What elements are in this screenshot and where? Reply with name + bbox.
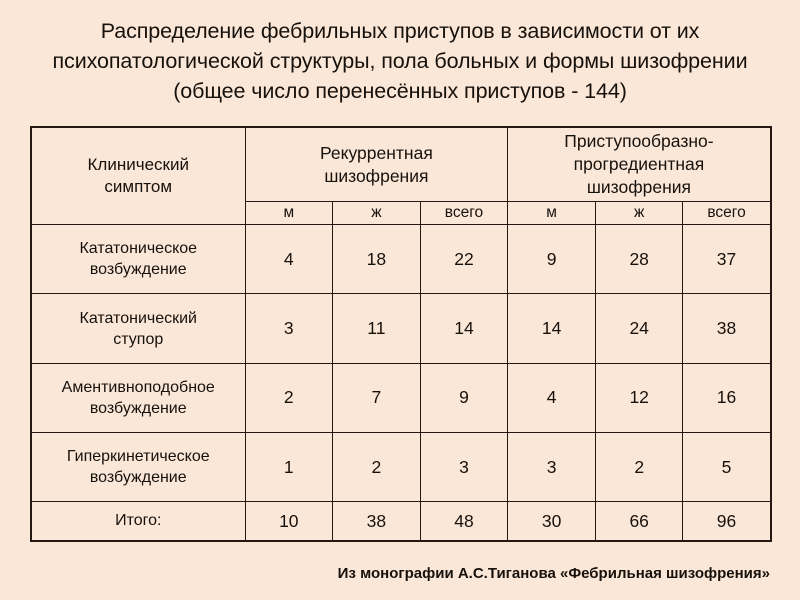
cell-value: 37 — [683, 225, 771, 294]
page-title — [30, 16, 770, 106]
subcolumn-header-paroxysmal-female: ж — [595, 202, 683, 225]
column-group-paroxysmal-line1: Приступообразно- — [564, 131, 714, 151]
row-label-line2: возбуждение — [89, 469, 187, 487]
total-cell-value: 96 — [683, 502, 771, 541]
total-cell-value: 38 — [333, 502, 421, 541]
row-label-catatonic-stupor — [31, 294, 245, 363]
cell-value: 18 — [333, 225, 421, 294]
row-label-line2: возбуждение — [89, 399, 187, 417]
cell-value: 22 — [420, 225, 508, 294]
subcolumn-header-paroxysmal-male: м — [508, 202, 596, 225]
row-label-line2: ступор — [113, 330, 164, 348]
table-row — [31, 225, 771, 294]
column-group-recurrent-line2: шизофрения — [324, 165, 429, 186]
table-total-row — [31, 502, 771, 541]
column-group-recurrent-line1: Рекуррентная — [320, 142, 433, 163]
cell-value: 9 — [420, 363, 508, 432]
total-cell-value: 48 — [420, 502, 508, 541]
table-row — [31, 433, 771, 502]
data-table-container — [30, 126, 770, 542]
cell-value: 2 — [245, 363, 333, 432]
row-label-total: Итого: — [31, 502, 245, 541]
cell-value: 1 — [245, 433, 333, 502]
cell-value: 2 — [595, 433, 683, 502]
subcolumn-header-recurrent-female: ж — [333, 202, 421, 225]
total-cell-value: 66 — [595, 502, 683, 541]
table-row — [31, 294, 771, 363]
table-header-row-groups — [31, 127, 771, 202]
column-group-paroxysmal-line3: шизофрения — [586, 177, 692, 197]
page-title-line-1: Распределение фебрильных приступов в зависимости от их — [100, 19, 700, 43]
total-cell-value: 30 — [508, 502, 596, 541]
column-header-clinical-symptom-line2: симптом — [104, 177, 173, 196]
cell-value: 3 — [245, 294, 333, 363]
page-title-line-3: (общее число перенесённых приступов - 144) — [173, 79, 627, 103]
cell-value: 3 — [508, 433, 596, 502]
cell-value: 5 — [683, 433, 771, 502]
cell-value: 7 — [333, 363, 421, 432]
table-row — [31, 363, 771, 432]
cell-value: 16 — [683, 363, 771, 432]
cell-value: 24 — [595, 294, 683, 363]
subcolumn-header-recurrent-male: м — [245, 202, 333, 225]
table-head — [31, 127, 771, 225]
subcolumn-header-paroxysmal-total: всего — [683, 202, 771, 225]
column-group-recurrent-schizophrenia — [245, 127, 508, 202]
row-label-line1: Аментивноподобное — [61, 378, 215, 396]
row-label-line1: Гиперкинетическое — [66, 448, 210, 466]
row-label-hyperkinetic-excitation — [31, 433, 245, 502]
row-label-line2: возбуждение — [89, 261, 187, 279]
data-table — [30, 126, 772, 542]
column-group-paroxysmal-progressive-schizophrenia — [508, 127, 771, 202]
column-group-paroxysmal-line2: прогредиентная — [573, 154, 705, 174]
cell-value: 2 — [333, 433, 421, 502]
cell-value: 12 — [595, 363, 683, 432]
cell-value: 11 — [333, 294, 421, 363]
column-header-clinical-symptom-line1: Клинический — [87, 155, 189, 174]
total-cell-value: 10 — [245, 502, 333, 541]
subcolumn-header-recurrent-total: всего — [420, 202, 508, 225]
row-label-line1: Кататонический — [79, 309, 197, 327]
cell-value: 9 — [508, 225, 596, 294]
cell-value: 14 — [420, 294, 508, 363]
cell-value: 38 — [683, 294, 771, 363]
cell-value: 4 — [508, 363, 596, 432]
cell-value: 14 — [508, 294, 596, 363]
cell-value: 4 — [245, 225, 333, 294]
row-label-line1: Кататоническое — [79, 240, 198, 258]
column-header-clinical-symptom — [31, 127, 245, 225]
row-label-catatonic-excitation — [31, 225, 245, 294]
source-attribution: Из монографии А.С.Тиганова «Фебрильная шизофрения» — [337, 565, 770, 582]
cell-value: 3 — [420, 433, 508, 502]
row-label-amentia-like-excitation — [31, 363, 245, 432]
table-body — [31, 225, 771, 542]
cell-value: 28 — [595, 225, 683, 294]
page-title-line-2: психопатологической структуры, пола больных и формы шизофрении — [52, 49, 748, 73]
